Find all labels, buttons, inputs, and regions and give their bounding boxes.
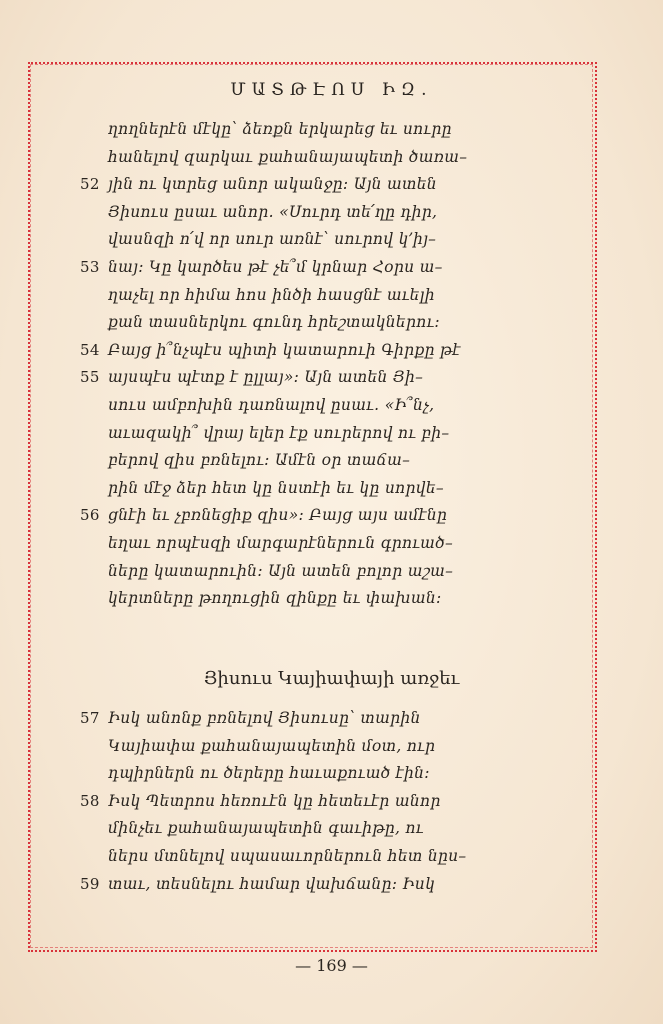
verse-text: տաւ, տեսնելու համար վախճանը։ Իսկ xyxy=(108,874,436,893)
passage-continued xyxy=(80,705,560,898)
text-line xyxy=(80,733,560,761)
verse-text: ցնէի եւ չբռնեցիք զիս»։ Բայց այս ամէնը xyxy=(108,506,448,525)
verse-text: ները կատարուին։ Այն ատեն բոլոր աշա– xyxy=(108,561,454,580)
verse-text: րին մէջ ձեր հետ կը նստէի եւ կը սորվե– xyxy=(108,478,444,497)
verse-text: ղաչել որ հիմա հոս ինծի հասցնէ աւելի xyxy=(108,285,435,304)
verse-text: Յիսուս ըսաւ անոր․ «Սուրդ տե՛ղը դիր, xyxy=(108,202,438,221)
section-heading: Յիսուս Կայիափայի առջեւ xyxy=(203,668,460,689)
running-header: ՄԱՏԹԷՈՍ ԻԶ․ xyxy=(230,80,433,100)
verse-text: հանելով զարկաւ քահանայապետի ծառա– xyxy=(108,147,468,166)
verse-number: 58 xyxy=(80,791,100,810)
text-line xyxy=(80,420,560,448)
text-line xyxy=(80,171,560,199)
text-line xyxy=(80,199,560,227)
text-line xyxy=(80,558,560,586)
verse-number: 55 xyxy=(80,368,100,387)
verse-text: Իսկ անոնք բռնելով Յիսուսը՝ տարին xyxy=(108,709,421,727)
page-number: — 169 — xyxy=(295,956,368,975)
text-line xyxy=(80,788,560,816)
text-line xyxy=(80,585,560,613)
text-line xyxy=(80,392,560,420)
verse-number: 53 xyxy=(80,257,100,276)
text-line xyxy=(80,815,560,843)
verse-text: ղողներէն մէկը՝ ձեռքն երկարեց եւ սուրը xyxy=(108,120,452,138)
verse-text: նայ։ Կը կարծես թէ չե՞մ կրնար Հօրս ա– xyxy=(108,257,443,276)
passage-main xyxy=(80,116,560,613)
verse-text: ներս մտնելով սպասաւորներուն հետ նըս– xyxy=(108,846,467,865)
verse-text: Բայց ի՞նչպէս պիտի կատարուի Գիրքը թէ xyxy=(108,340,461,359)
text-line xyxy=(80,530,560,558)
text-line xyxy=(80,705,560,733)
verse-text: կերտները թողուցին զինքը եւ փախան։ xyxy=(108,589,442,608)
verse-text: բերով զիս բռնելու։ Ամէն օր տաճա– xyxy=(108,451,411,470)
text-line xyxy=(80,447,560,475)
verse-number: 52 xyxy=(80,175,100,194)
verse-text: սուս ամբոխին դառնալով ըսաւ․ «Ի՞նչ, xyxy=(108,395,435,414)
verse-text: աւազակի՞ վրայ ելեր էք սուրերով ու բի– xyxy=(108,423,450,442)
verse-number: 59 xyxy=(80,874,100,893)
text-line xyxy=(80,144,560,172)
verse-text: վասնզի ո՛վ որ սուր առնէ՝ սուրով կ՚իյ– xyxy=(108,230,437,249)
verse-text: յին ու կտրեց անոր ականջը։ Այն ատեն xyxy=(108,175,437,194)
text-line xyxy=(80,309,560,337)
verse-text: քան տասներկու գունդ հրեշտակներու։ xyxy=(108,313,440,332)
verse-number: 54 xyxy=(80,340,100,359)
text-line xyxy=(80,502,560,530)
verse-text: դպիրներն ու ծերերը հաւաքուած էին։ xyxy=(108,764,430,783)
verse-text: Կայիափա քահանայապետին մօտ, ուր xyxy=(108,736,436,755)
text-line xyxy=(80,871,560,899)
text-line xyxy=(80,282,560,310)
verse-text: Իսկ Պետրոս հեռուէն կը հետեւէր անոր xyxy=(108,791,441,810)
text-line xyxy=(80,760,560,788)
verse-text: մինչեւ քահանայապետին գաւիթը, ու xyxy=(108,819,424,838)
text-line xyxy=(80,364,560,392)
text-line xyxy=(80,226,560,254)
verse-number: 57 xyxy=(80,709,100,727)
verse-text: այսպէս պէտք է ըլլայ»։ Այն ատեն Յի– xyxy=(108,368,424,387)
verse-text: եղաւ որպէսզի մարգարէներուն գրուած– xyxy=(108,533,454,552)
text-line xyxy=(80,337,560,365)
text-line xyxy=(80,843,560,871)
text-line xyxy=(80,254,560,282)
verse-number: 56 xyxy=(80,506,100,525)
text-line xyxy=(80,475,560,503)
text-line xyxy=(80,116,560,144)
